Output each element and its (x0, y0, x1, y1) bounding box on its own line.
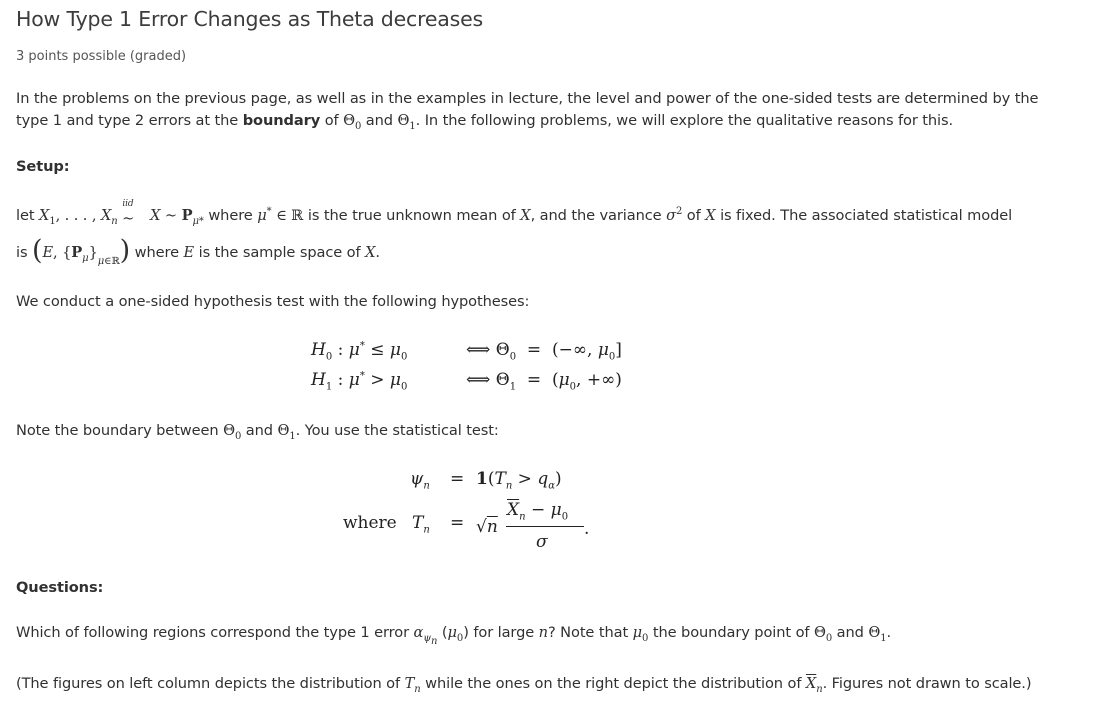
test-intro: We conduct a one-sided hypothesis test with the following hypotheses: (16, 293, 530, 310)
sqrt-n: √n (476, 517, 498, 537)
points-possible: 3 points possible (graded) (16, 49, 187, 64)
figures-note: (The figures on left column depicts the distribution of $T_n$ while the ones on the right depict the distribution of $\overline{X}_n$. Figures not drawn to scale.) (16, 675, 1032, 695)
theta1-definition: ⟺ $\Theta_1 = (\mu_0$, +∞) (466, 370, 622, 393)
fraction-bar (506, 526, 584, 527)
fraction-denominator: σ (536, 532, 548, 552)
test-equals-2: = (450, 513, 465, 533)
intro-line-2: type 1 and type 2 errors at the boundary of $\Theta_0$ and $\Theta_1$. In the following problems, we will explore the qualitative reasons for this. (16, 112, 954, 132)
setup-line-2: is (E, $\{P_\mu\}_{\mu\in ℝ}$) where E is the sample space of X. (16, 235, 380, 267)
tn-symbol: $T_n$ (412, 513, 430, 536)
setup-line-1: let $X_1$, . . . , $X_n$ ∼$^{iid}$ X ∼ $P_{\mu*}$ where μ* ∈ ℝ is the true unknown mean of X, and the variance $\sigma^2$ of X is fixed. The associated statistical model (16, 199, 1013, 227)
fraction-numerator: $\overline{X}_n - \mu_0$ (507, 500, 569, 523)
boundary-emphasis: boundary (242, 112, 321, 129)
test-equals-1: = (450, 469, 465, 489)
theta0-definition: ⟺ $\Theta_0$ = (−∞, $\mu_0$] (466, 340, 622, 363)
test-psi: $\psi_n$ (410, 469, 430, 492)
setup-heading: Setup: (16, 158, 70, 175)
test-indicator: $1(T_n > q_\alpha)$ (476, 469, 562, 492)
intro-line-1: In the problems on the previous page, as well as in the examples in lecture, the level and power of the one-sided tests are determined by the (16, 90, 1039, 107)
null-hypothesis: $H_0$ : $\mu^* \le \mu_0$ (311, 340, 408, 363)
boundary-note: Note the boundary between $\Theta_0$ and $\Theta_1$. You use the statistical test: (16, 422, 499, 442)
where-label: where (343, 513, 397, 533)
question-text: Which of following regions correspond the type 1 error $\alpha_{\psi_n}$ $(\mu_0)$ for large n? Note that $\mu_0$ the boundary point of $\Theta_0$ and $\Theta_1$. (16, 624, 892, 647)
alt-hypothesis: $H_1$ : $\mu^* > \mu_0$ (311, 370, 408, 393)
page-title: How Type 1 Error Changes as Theta decreases (16, 7, 483, 31)
fraction-period: . (584, 519, 590, 539)
questions-heading: Questions: (16, 579, 104, 596)
